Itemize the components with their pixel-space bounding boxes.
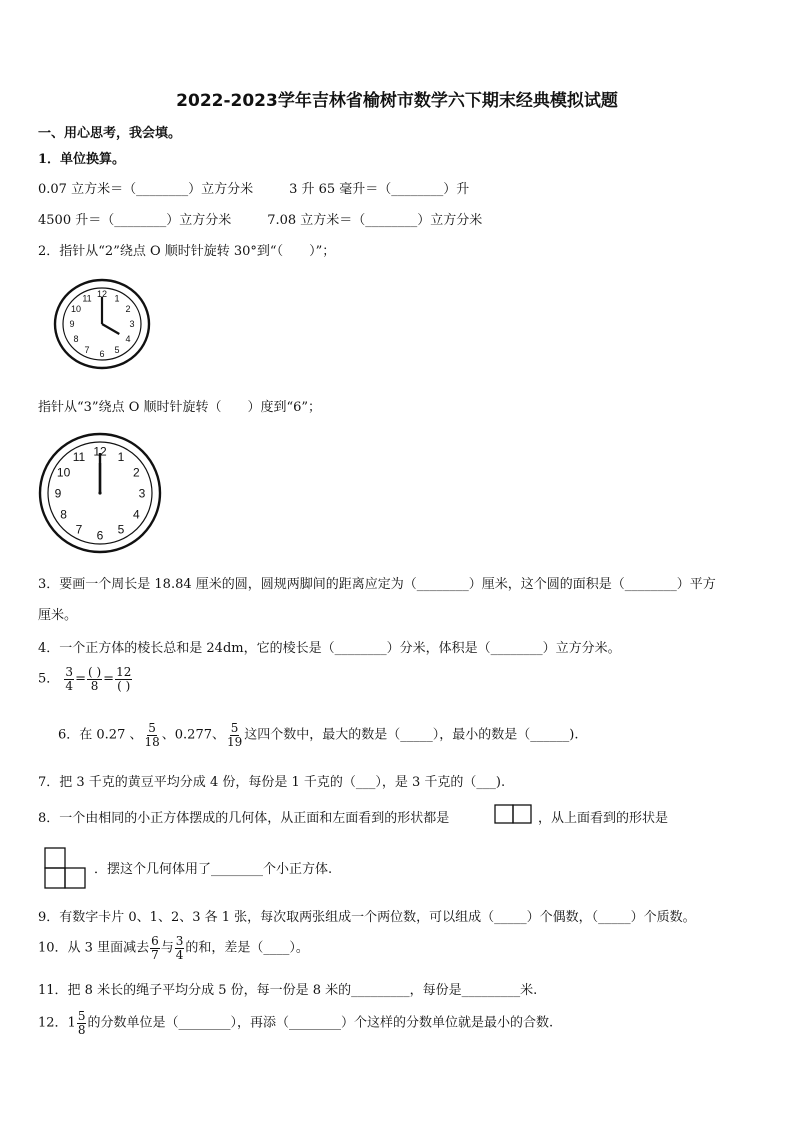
q5-fraction-3: $\frac{12}{( )}$ <box>116 665 132 693</box>
q6-suffix: 这四个数中，最大的数是（_____），最小的数是（______). <box>244 727 579 743</box>
q2-text-2: 指针从“3”绕点 O 顺时针旋转（ ）度到“6”； <box>38 400 322 415</box>
q10-suffix: 的和，差是（____）。 <box>185 940 309 956</box>
q8-row-1 <box>38 807 449 826</box>
q6-prefix: 6．在 0.27 、 <box>58 727 143 743</box>
q12-prefix: 12． <box>38 1015 68 1031</box>
q12-whole-number: 1 <box>67 1015 76 1031</box>
q10-fraction-2: $\frac{3}{4}$ <box>175 934 184 962</box>
clock-1-number-11: 11 <box>82 293 92 304</box>
q2-text-1: 2．指针从“2”绕点 O 顺时针旋转 30°到“（ ）”； <box>38 244 336 259</box>
q1-item-c: 4500 升＝（________）立方分米 <box>38 213 232 228</box>
clock-1-number-9: 9 <box>69 319 75 330</box>
q6-fraction-2: $\frac{5}{19}$ <box>226 721 243 749</box>
q1-heading: 1．单位换算。 <box>38 152 126 167</box>
clock-1-number-8: 8 <box>73 334 79 345</box>
clock-1-hour-hand <box>102 324 119 334</box>
clock-1-number-4: 4 <box>125 334 131 345</box>
q6-row <box>58 722 578 748</box>
q6-fraction-1: $\frac{5}{18}$ <box>144 721 160 749</box>
clock-2-number-1: 1 <box>117 449 125 464</box>
q5-fraction-2: $\frac{( )}{8}$ <box>87 665 102 693</box>
q5-equals-2: = <box>103 671 115 687</box>
clock-2-number-2: 2 <box>133 465 140 480</box>
q5-equals-1: = <box>75 671 86 687</box>
clock-1-number-1: 1 <box>114 293 120 304</box>
q1-item-a: 0.07 立方米＝（________）立方分米 <box>38 182 254 197</box>
clock-2-figure <box>38 432 164 556</box>
clock-2-number-4: 4 <box>133 507 140 522</box>
clock-1-number-10: 10 <box>70 304 82 315</box>
clock-2-number-5: 5 <box>117 522 125 537</box>
q5-row <box>38 666 133 692</box>
q8-part-1: 8．一个由相同的小正方体摆成的几何体，从正面和左面看到的形状都是 <box>38 811 450 826</box>
clock-1-number-5: 5 <box>114 345 120 356</box>
clock-2-number-3: 3 <box>138 486 146 501</box>
q8-part-2: ，从上面看到的形状是 <box>538 811 669 826</box>
clock-1-number-6: 6 <box>99 349 105 360</box>
q8-part-3: ．摆这个几何体用了________个小正方体. <box>94 862 333 877</box>
q1-item-b: 3 升 65 毫升＝（________）升 <box>289 182 470 197</box>
q12-row <box>38 1010 553 1036</box>
q6-middle: 、0.277、 <box>161 727 225 743</box>
q1-row1 <box>38 178 469 197</box>
two-squares-shape <box>494 804 532 824</box>
clock-1-number-12: 12 <box>96 289 108 300</box>
q11-text: 11．把 8 米长的绳子平均分成 5 份，每一份是 8 米的_________，每份是_________米. <box>38 983 538 998</box>
q5-fraction-1: $\frac{3}{4}$ <box>65 665 74 693</box>
clock-2-number-6: 6 <box>96 528 104 543</box>
q9-text: 9．有数字卡片 0、1、2、3 各 1 张，每次取两张组成一个两位数，可以组成（_____）个偶数，（_____）个质数。 <box>38 910 696 925</box>
q12-fraction: $\frac{5}{8}$ <box>77 1009 86 1037</box>
clock-2-number-9: 9 <box>54 486 62 501</box>
page-title: 2022-2023学年吉林省榆树市数学六下期末经典模拟试题 <box>176 91 618 111</box>
clock-2-number-11: 11 <box>72 449 86 464</box>
clock-1-number-2: 2 <box>125 304 131 315</box>
q5-label: 5． <box>38 671 60 687</box>
l-shape-top-view <box>44 847 86 889</box>
clock-1-figure <box>52 276 156 370</box>
clock-1-number-3: 3 <box>129 319 135 330</box>
q10-prefix: 10．从 3 里面减去 <box>38 940 150 956</box>
clock-1-number-7: 7 <box>84 345 90 356</box>
q1-item-d: 7.08 立方米＝（________）立方分米 <box>267 213 483 228</box>
q7-text: 7．把 3 千克的黄豆平均分成 4 份，每份是 1 千克的（___），是 3 千克的（___). <box>38 775 506 790</box>
q4-text: 4．一个正方体的棱长总和是 24dm，它的棱长是（________）分米，体积是（________）立方分米。 <box>38 641 621 656</box>
clock-2-number-8: 8 <box>60 507 67 522</box>
q3-line-2: 厘米。 <box>38 608 78 623</box>
q10-fraction-1: $\frac{6}{7}$ <box>151 934 159 962</box>
q12-suffix: 的分数单位是（________），再添（________）个这样的分数单位就是最小的合数. <box>87 1015 554 1031</box>
q3-line-1: 3．要画一个周长是 18.84 厘米的圆，圆规两脚间的距离应定为（________）厘米，这个圆的面积是（________）平方 <box>38 577 716 592</box>
section-heading: 一、用心思考，我会填。 <box>38 126 182 141</box>
q10-middle: 与 <box>160 940 174 956</box>
q1-row2 <box>38 209 482 228</box>
clock-2-number-10: 10 <box>56 465 71 480</box>
q10-row <box>38 935 309 961</box>
clock-2-number-7: 7 <box>75 522 83 537</box>
clock-2-number-12: 12 <box>93 444 107 459</box>
